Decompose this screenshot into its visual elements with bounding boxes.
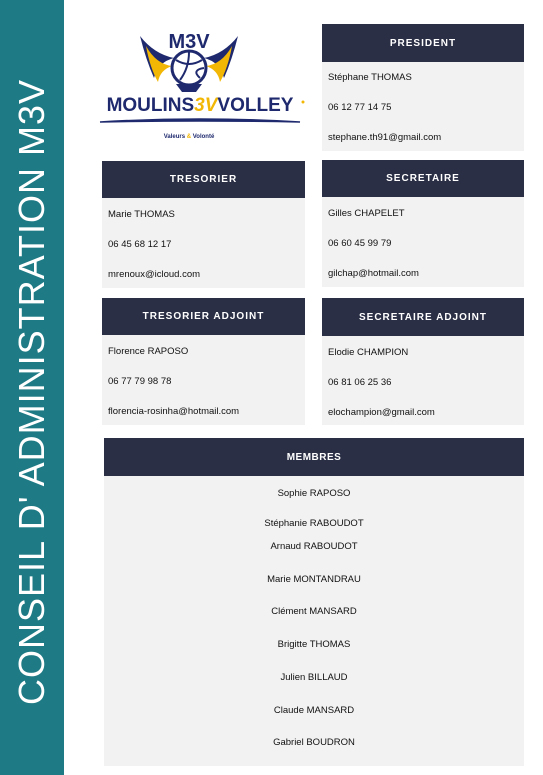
secretaire-adjoint-phone: 06 81 06 25 36	[328, 377, 392, 388]
secretaire-name: Gilles CHAPELET	[328, 208, 405, 219]
membre-item: Clément MANSARD	[271, 606, 357, 617]
membre-item: Julien BILLAUD	[280, 672, 348, 683]
tresorier-phone: 06 45 68 12 17	[108, 239, 172, 250]
logo-name-right: VOLLEY	[217, 95, 294, 116]
president-card	[322, 24, 524, 151]
membres-card	[104, 438, 524, 766]
secretaire-adjoint-email: elochampion@gmail.com	[328, 407, 435, 418]
membre-item: Claude MANSARD	[273, 705, 355, 716]
secretaire-email: gilchap@hotmail.com	[328, 268, 419, 279]
svg-text:MOULINS3VVOLLEY	[107, 95, 294, 116]
sidebar-title: CONSEIL D' ADMINISTRATION M3V	[11, 79, 52, 705]
tresorier-adjoint-card	[102, 298, 305, 425]
tresorier-adjoint-header: TRESORIER ADJOINT	[102, 298, 305, 335]
tresorier-card	[102, 161, 305, 288]
logo-top-text: M3V	[168, 31, 210, 53]
tresorier-adjoint-email: florencia-rosinha@hotmail.com	[108, 406, 240, 417]
logo-graphic	[96, 24, 308, 144]
secretaire-adjoint-name: Elodie CHAMPION	[328, 347, 409, 358]
tresorier-header: TRESORIER	[102, 161, 305, 198]
secretaire-header: SECRETAIRE	[322, 160, 524, 197]
svg-text:Valeurs & Volonté	[164, 134, 215, 140]
president-email: stephane.th91@gmail.com	[328, 132, 442, 143]
tresorier-adjoint-name: Florence RAPOSO	[108, 346, 189, 357]
president-header: PRESIDENT	[322, 24, 524, 62]
secretaire-adjoint-header: SECRETAIRE ADJOINT	[322, 298, 524, 336]
logo-name-left: MOULINS	[106, 95, 195, 116]
membre-item: Gabriel BOUDRON	[273, 737, 355, 748]
logo-tagline-amp: &	[185, 134, 193, 140]
secretaire-phone: 06 60 45 99 79	[328, 238, 392, 249]
logo-name-mid: 3V	[194, 95, 218, 116]
tresorier-name: Marie THOMAS	[108, 209, 175, 220]
membres-header: MEMBRES	[104, 438, 524, 476]
membre-item: Stéphanie RABOUDOT	[264, 518, 364, 529]
membre-item: Sophie RAPOSO	[277, 488, 351, 499]
club-logo	[96, 24, 308, 144]
membre-item: Marie MONTANDRAU	[267, 574, 361, 585]
membre-item: Brigitte THOMAS	[277, 639, 351, 650]
logo-tagline-a: Valeurs	[163, 134, 186, 140]
president-name: Stéphane THOMAS	[328, 72, 412, 83]
tresorier-email: mrenoux@icloud.com	[108, 269, 201, 280]
president-phone: 06 12 77 14 75	[328, 102, 392, 113]
secretaire-adjoint-card	[322, 298, 524, 425]
membre-item: Arnaud RABOUDOT	[270, 541, 358, 552]
logo-tagline-b: Volonté	[192, 134, 215, 140]
secretaire-card	[322, 160, 524, 287]
sidebar	[0, 0, 64, 775]
tresorier-adjoint-phone: 06 77 79 98 78	[108, 376, 172, 387]
